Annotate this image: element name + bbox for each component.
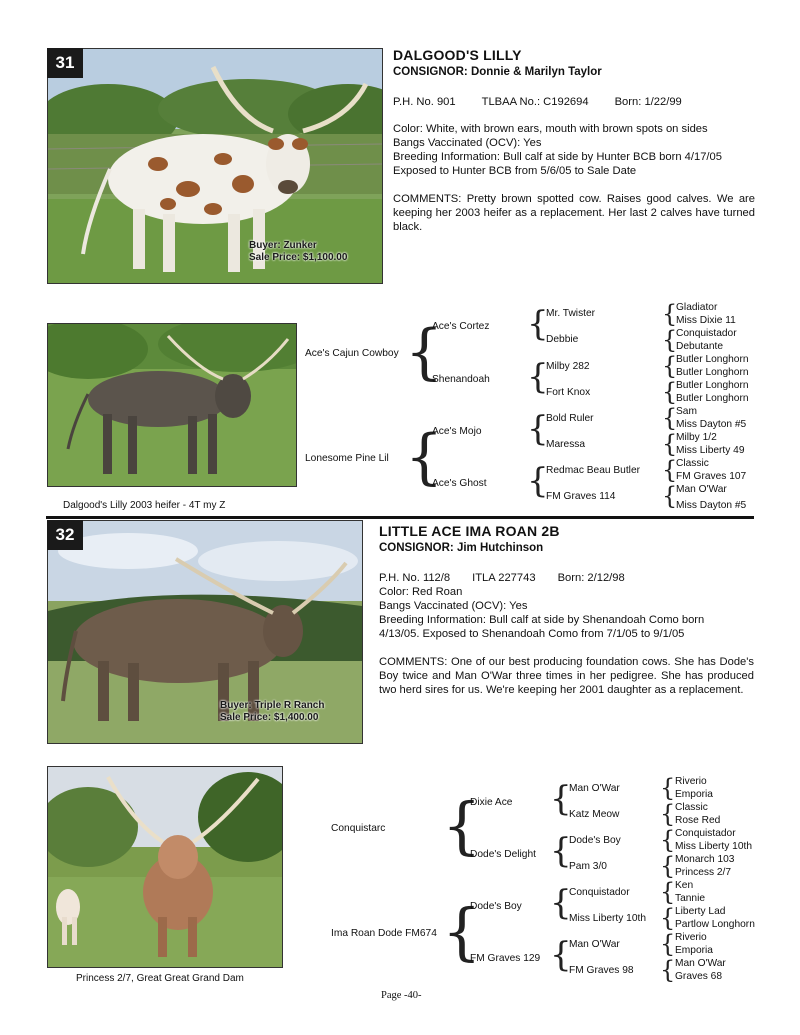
- pedigree-brace: {: [550, 935, 572, 975]
- birth-date: Born: 2/12/98: [557, 572, 625, 584]
- pedigree-gen4: Riverio: [675, 932, 707, 943]
- pedigree-brace: {: [442, 895, 482, 968]
- lot-number-badge: 31: [47, 48, 83, 78]
- pedigree-gen3: Conquistador: [569, 887, 630, 898]
- consignor: CONSIGNOR: Jim Hutchinson: [379, 542, 544, 554]
- pedigree-brace: {: [662, 326, 678, 354]
- pedigree-gen4: Miss Liberty 10th: [675, 841, 753, 852]
- pedigree-sire: Conquistarc: [331, 823, 386, 834]
- photo-caption: Princess 2/7, Great Great Grand Dam: [76, 973, 244, 984]
- pedigree-gen2: Shenandoah: [432, 374, 490, 385]
- pedigree-gen4: Butler Longhorn: [676, 393, 749, 404]
- pedigree-gen4: Man O'War: [675, 958, 726, 969]
- buyer-name: Buyer: Zunker: [249, 240, 317, 251]
- ph-number: P.H. No. 901: [393, 96, 456, 108]
- pedigree-gen4: Partlow Longhorn: [675, 919, 755, 930]
- bangs-line: Bangs Vaccinated (OCV): Yes: [393, 137, 542, 149]
- color-line: Color: Red Roan: [379, 586, 463, 598]
- pedigree-gen4: Emporia: [675, 945, 713, 956]
- breeding-line: 4/13/05. Exposed to Shenandoah Como from 7/1/05 to 9/1/05: [379, 628, 685, 640]
- pedigree-gen3: Debbie: [546, 334, 579, 345]
- pedigree-brace: {: [662, 482, 678, 510]
- pedigree-brace: {: [405, 317, 444, 387]
- registration-number: ITLA 227743: [472, 572, 536, 584]
- pedigree-gen3: Man O'War: [569, 783, 620, 794]
- pedigree-gen3: Redmac Beau Butler: [546, 465, 641, 476]
- pedigree-brace: {: [550, 883, 572, 923]
- pedigree-gen4: Miss Liberty 49: [676, 445, 745, 456]
- pedigree-gen4: Miss Dayton #5: [676, 419, 747, 430]
- breeding-line: Breeding Information: Bull calf at side by Shenandoah Como born: [379, 614, 705, 626]
- pedigree-gen4: Ken: [675, 880, 694, 891]
- pedigree-gen3: Miss Liberty 10th: [569, 913, 647, 924]
- lot-details: [393, 122, 758, 178]
- pedigree-gen4: Liberty Lad: [675, 906, 726, 917]
- section-divider: [46, 516, 754, 519]
- pedigree-gen4: Monarch 103: [675, 854, 735, 865]
- pedigree-brace: {: [660, 774, 676, 802]
- pedigree-gen3: Dode's Boy: [569, 835, 621, 846]
- pedigree-gen4: Classic: [675, 802, 708, 813]
- pedigree-brace: {: [405, 422, 444, 492]
- lot-details: [379, 585, 754, 641]
- registration-line: [393, 95, 682, 109]
- pedigree-gen3: Man O'War: [569, 939, 620, 950]
- pedigree-gen2: Dode's Delight: [470, 849, 536, 860]
- pedigree-gen3: Maressa: [546, 439, 586, 450]
- lot-number-badge: 32: [47, 520, 83, 550]
- pedigree-gen2: FM Graves 129: [470, 953, 541, 964]
- pedigree-brace: {: [527, 304, 549, 344]
- buyer-label: [249, 240, 347, 264]
- comments: COMMENTS: One of our best producing foundation cows. She has Dode's Boy twice and Man O'War three times in her pedigree. She has produced two herd sires for us. We're keeping her 2001 daughter as a replacement.: [379, 656, 754, 696]
- pedigree-gen4: Debutante: [676, 341, 724, 352]
- pedigree-gen4: Man O'War: [676, 484, 727, 495]
- pedigree-gen4: Graves 68: [675, 971, 722, 982]
- pedigree-gen3: Katz Meow: [569, 809, 620, 820]
- pedigree-gen4: Classic: [676, 458, 709, 469]
- pedigree-gen3: FM Graves 98: [569, 965, 634, 976]
- sale-price: Sale Price: $1,400.00: [220, 712, 319, 723]
- pedigree-gen3: Bold Ruler: [546, 413, 594, 424]
- pedigree-gen4: Miss Dayton #5: [676, 500, 747, 511]
- registration-line: [379, 571, 625, 585]
- pedigree-brace: {: [662, 378, 678, 406]
- pedigree-brace: {: [550, 779, 572, 819]
- pedigree-gen4: Milby 1/2: [676, 432, 717, 443]
- pedigree-brace: {: [660, 956, 676, 984]
- comments: COMMENTS: Pretty brown spotted cow. Raises good calves. We are keeping her 2003 heifer as a replacement. Her last 2 calves have turned black.: [393, 193, 755, 233]
- pedigree-gen3: Pam 3/0: [569, 861, 607, 872]
- pedigree-brace: {: [660, 930, 676, 958]
- pedigree-gen4: Butler Longhorn: [676, 367, 749, 378]
- pedigree-gen4: Conquistador: [676, 328, 737, 339]
- color-line: Color: White, with brown ears, mouth with brown spots on sides: [393, 123, 708, 135]
- pedigree-brace: {: [662, 300, 678, 328]
- consignor: CONSIGNOR: Donnie & Marilyn Taylor: [393, 66, 602, 78]
- pedigree-gen2: Ace's Ghost: [432, 478, 487, 489]
- pedigree-gen3: Fort Knox: [546, 387, 591, 398]
- lot-title: DALGOOD'S LILLY: [393, 47, 522, 63]
- pedigree-brace: {: [662, 352, 678, 380]
- photo-caption: Dalgood's Lilly 2003 heifer - 4T my Z: [63, 500, 226, 511]
- pedigree-gen3: FM Graves 114: [546, 491, 616, 502]
- breeding-line: Exposed to Hunter BCB from 5/6/05 to Sale Date: [393, 165, 637, 177]
- pedigree-brace: {: [527, 409, 549, 449]
- pedigree-gen4: Rose Red: [675, 815, 721, 826]
- pedigree-gen4: Conquistador: [675, 828, 736, 839]
- pedigree-brace: {: [660, 904, 676, 932]
- pedigree-gen2: Ace's Cortez: [432, 321, 490, 332]
- heifer-photo-image: [48, 324, 296, 486]
- pedigree-gen4: Emporia: [675, 789, 713, 800]
- pedigree-brace: {: [660, 826, 676, 854]
- birth-date: Born: 1/22/99: [614, 96, 682, 108]
- granddam-photo-image: [48, 767, 282, 967]
- pedigree-brace: {: [662, 404, 678, 432]
- breeding-line: Breeding Information: Bull calf at side by Hunter BCB born 4/17/05: [393, 151, 722, 163]
- pedigree-gen4: Tannie: [675, 893, 706, 904]
- pedigree-gen3: Milby 282: [546, 361, 590, 372]
- pedigree-brace: {: [660, 852, 676, 880]
- pedigree-gen4: Miss Dixie 11: [676, 315, 736, 326]
- pedigree-brace: {: [662, 430, 678, 458]
- pedigree-sire: Ace's Cajun Cowboy: [305, 348, 399, 359]
- ph-number: P.H. No. 112/8: [379, 572, 451, 584]
- bangs-line: Bangs Vaccinated (OCV): Yes: [379, 600, 528, 612]
- lot-title: LITTLE ACE IMA ROAN 2B: [379, 523, 560, 539]
- pedigree-gen3: Mr. Twister: [546, 308, 596, 319]
- pedigree-brace: {: [550, 831, 572, 871]
- pedigree-gen4: Butler Longhorn: [676, 354, 749, 365]
- registration-number: TLBAA No.: C192694: [481, 96, 589, 108]
- pedigree-brace: {: [442, 789, 482, 862]
- pedigree-dam: Lonesome Pine Lil: [305, 453, 389, 464]
- pedigree-gen4: Gladiator: [676, 302, 718, 313]
- pedigree-gen2: Dixie Ace: [470, 797, 513, 808]
- pedigree-brace: {: [527, 461, 549, 501]
- heifer-photo: [47, 323, 297, 487]
- pedigree-brace: {: [660, 800, 676, 828]
- pedigree-gen4: Riverio: [675, 776, 707, 787]
- pedigree-gen4: Sam: [676, 406, 697, 417]
- pedigree-brace: {: [662, 456, 678, 484]
- pedigree-gen2: Ace's Mojo: [432, 426, 482, 437]
- sale-price: Sale Price: $1,100.00: [249, 252, 348, 263]
- granddam-photo: [47, 766, 283, 968]
- buyer-name: Buyer: Triple R Ranch: [220, 700, 325, 711]
- buyer-label: [220, 700, 324, 724]
- pedigree-gen4: FM Graves 107: [676, 471, 747, 482]
- pedigree-gen4: Butler Longhorn: [676, 380, 749, 391]
- pedigree-brace: {: [527, 357, 549, 397]
- pedigree-dam: Ima Roan Dode FM674: [331, 928, 437, 939]
- pedigree-gen4: Princess 2/7: [675, 867, 732, 878]
- pedigree-brace: {: [660, 878, 676, 906]
- page-number: Page -40-: [381, 990, 422, 1001]
- pedigree-gen2: Dode's Boy: [470, 901, 522, 912]
